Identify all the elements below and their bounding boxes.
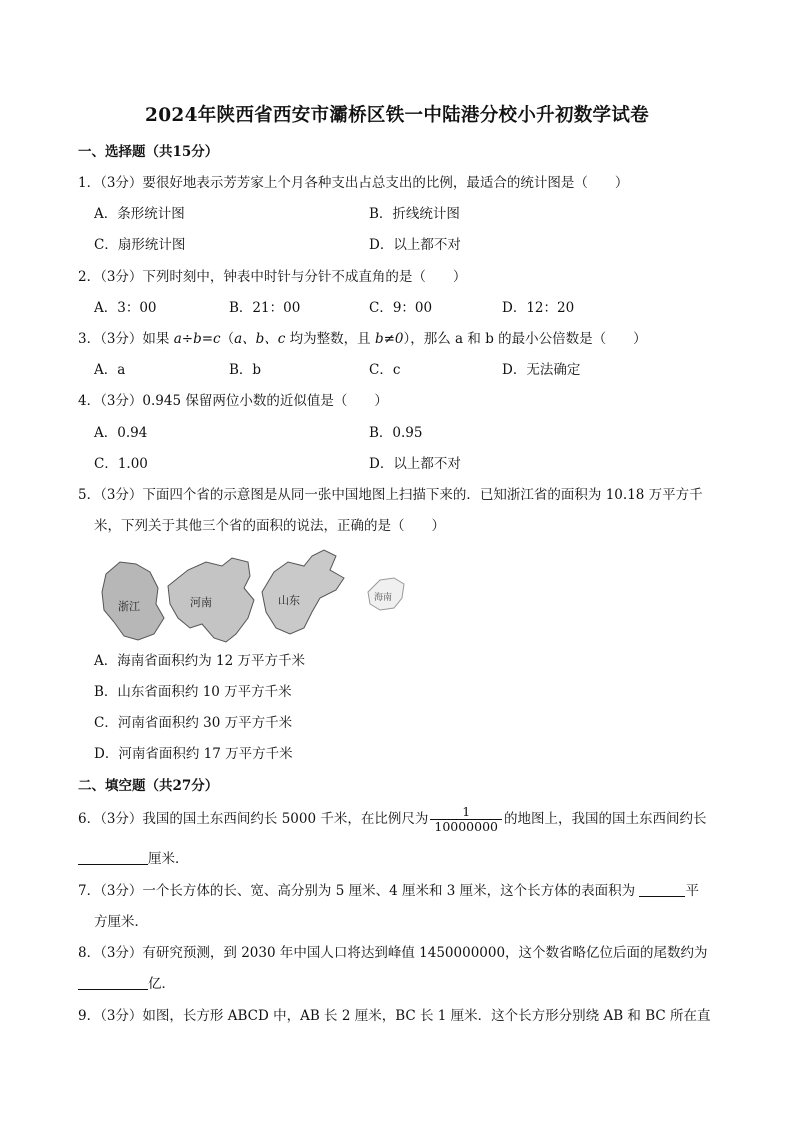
question-3-stem-mid: 均为整数，且 bbox=[285, 331, 375, 347]
question-8-answer-blank[interactable] bbox=[78, 975, 148, 990]
section-heading-fill: 二、填空题（共27分） bbox=[78, 778, 219, 794]
question-5-option-a: A．海南省面积约为 12 万平方千米 bbox=[94, 653, 306, 669]
question-6-text-post: 的地图上，我国的国土东西间约长 bbox=[504, 811, 707, 827]
question-1-option-c: C．扇形统计图 bbox=[94, 237, 186, 253]
province-maps-svg bbox=[98, 548, 418, 644]
question-1-option-d: D．以上都不对 bbox=[369, 237, 461, 253]
question-5-stem-line2: 米，下列关于其他三个省的面积的说法，正确的是（ ） bbox=[94, 518, 445, 534]
question-3-stem-prefix: 3．（3分）如果 bbox=[78, 331, 174, 347]
map-label-zhejiang: 浙江 bbox=[118, 600, 140, 613]
map-henan bbox=[168, 558, 254, 642]
question-5-option-c: C．河南省面积约 30 万平方千米 bbox=[94, 715, 293, 731]
question-7-text: 7．（3分）一个长方体的长、宽、高分别为 5 厘米、4 厘米和 3 厘米，这个长方体的表面积为 bbox=[78, 883, 636, 899]
map-label-shandong: 山东 bbox=[278, 594, 300, 607]
question-4-stem: 4．（3分）0.945 保留两位小数的近似值是（ ） bbox=[78, 393, 388, 409]
scale-denominator: 10000000 bbox=[434, 819, 498, 834]
question-7-line2: 方厘米． bbox=[94, 914, 148, 930]
question-6-unit: 厘米． bbox=[148, 851, 189, 867]
question-6-line1 bbox=[78, 804, 707, 834]
question-3-option-b: B．b bbox=[229, 362, 262, 378]
map-label-henan: 河南 bbox=[190, 596, 212, 609]
question-2-option-c: C．9：00 bbox=[369, 300, 433, 316]
question-7-answer-blank[interactable] bbox=[639, 882, 685, 897]
question-5-option-b: B．山东省面积约 10 万平方千米 bbox=[94, 684, 292, 700]
scale-fraction bbox=[430, 805, 502, 834]
question-3-variables: a、b、c bbox=[234, 331, 286, 347]
question-4-option-c: C．1.00 bbox=[94, 456, 148, 472]
question-8-unit: 亿． bbox=[148, 976, 175, 992]
page-title: 2024年陕西省西安市灞桥区铁一中陆港分校小升初数学试卷 bbox=[145, 105, 649, 126]
question-2-option-b: B．21：00 bbox=[229, 300, 301, 316]
question-4-option-a: A．0.94 bbox=[94, 425, 148, 441]
question-3-option-c: C．c bbox=[369, 362, 401, 378]
question-1-stem: 1．（3分）要很好地表示芳芳家上个月各种支出占总支出的比例，最适合的统计图是（ ） bbox=[78, 175, 629, 191]
question-3-condition: b≠0 bbox=[374, 331, 404, 347]
map-hainan bbox=[368, 578, 404, 610]
question-6-line2 bbox=[78, 849, 189, 869]
question-5-stem-line1: 5．（3分）下面四个省的示意图是从同一张中国地图上扫描下来的．已知浙江省的面积为 10.18 万平方千 bbox=[78, 487, 703, 503]
question-9-line1: 9．（3分）如图，长方形 ABCD 中，AB 长 2 厘米，BC 长 1 厘米．这个长方形分别绕 AB 和 BC 所在直 bbox=[78, 1008, 711, 1024]
question-7-unit-part1: 平 bbox=[685, 883, 699, 899]
question-2-stem: 2．（3分）下列时刻中，钟表中时针与分针不成直角的是（ ） bbox=[78, 269, 467, 285]
question-3-option-d: D．无法确定 bbox=[502, 362, 581, 378]
question-6-answer-blank[interactable] bbox=[78, 850, 148, 865]
scale-numerator: 1 bbox=[430, 805, 502, 820]
map-shandong bbox=[262, 550, 344, 634]
question-3-stem-paren: （ bbox=[220, 331, 235, 347]
question-2-option-d: D．12：20 bbox=[502, 300, 575, 316]
question-6-text-pre: 6．（3分）我国的国土东西间约长 5000 千米，在比例尺为 bbox=[78, 811, 429, 827]
question-8-line1: 8．（3分）有研究预测，到 2030 年中国人口将达到峰值 1450000000，这个数省略亿位后面的尾数约为 bbox=[78, 945, 708, 961]
question-3-option-a: A．a bbox=[94, 362, 126, 378]
map-label-hainan: 海南 bbox=[374, 593, 393, 603]
question-2-option-a: A．3：00 bbox=[94, 300, 157, 316]
question-3-stem bbox=[78, 329, 647, 349]
question-3-stem-suffix: ），那么 a 和 b 的最小公倍数是（ ） bbox=[403, 331, 647, 347]
province-maps-figure bbox=[98, 548, 418, 644]
question-3-equation: a÷b=c bbox=[173, 331, 221, 347]
question-4-option-b: B．0.95 bbox=[369, 425, 423, 441]
section-heading-choice: 一、选择题（共15分） bbox=[78, 144, 219, 160]
question-8-line2 bbox=[78, 974, 175, 994]
question-1-option-a: A．条形统计图 bbox=[94, 206, 185, 222]
map-zhejiang bbox=[102, 562, 164, 640]
question-4-option-d: D．以上都不对 bbox=[369, 456, 461, 472]
question-7-line1 bbox=[78, 881, 699, 901]
question-5-option-d: D．河南省面积约 17 万平方千米 bbox=[94, 746, 293, 762]
question-1-option-b: B．折线统计图 bbox=[369, 206, 460, 222]
